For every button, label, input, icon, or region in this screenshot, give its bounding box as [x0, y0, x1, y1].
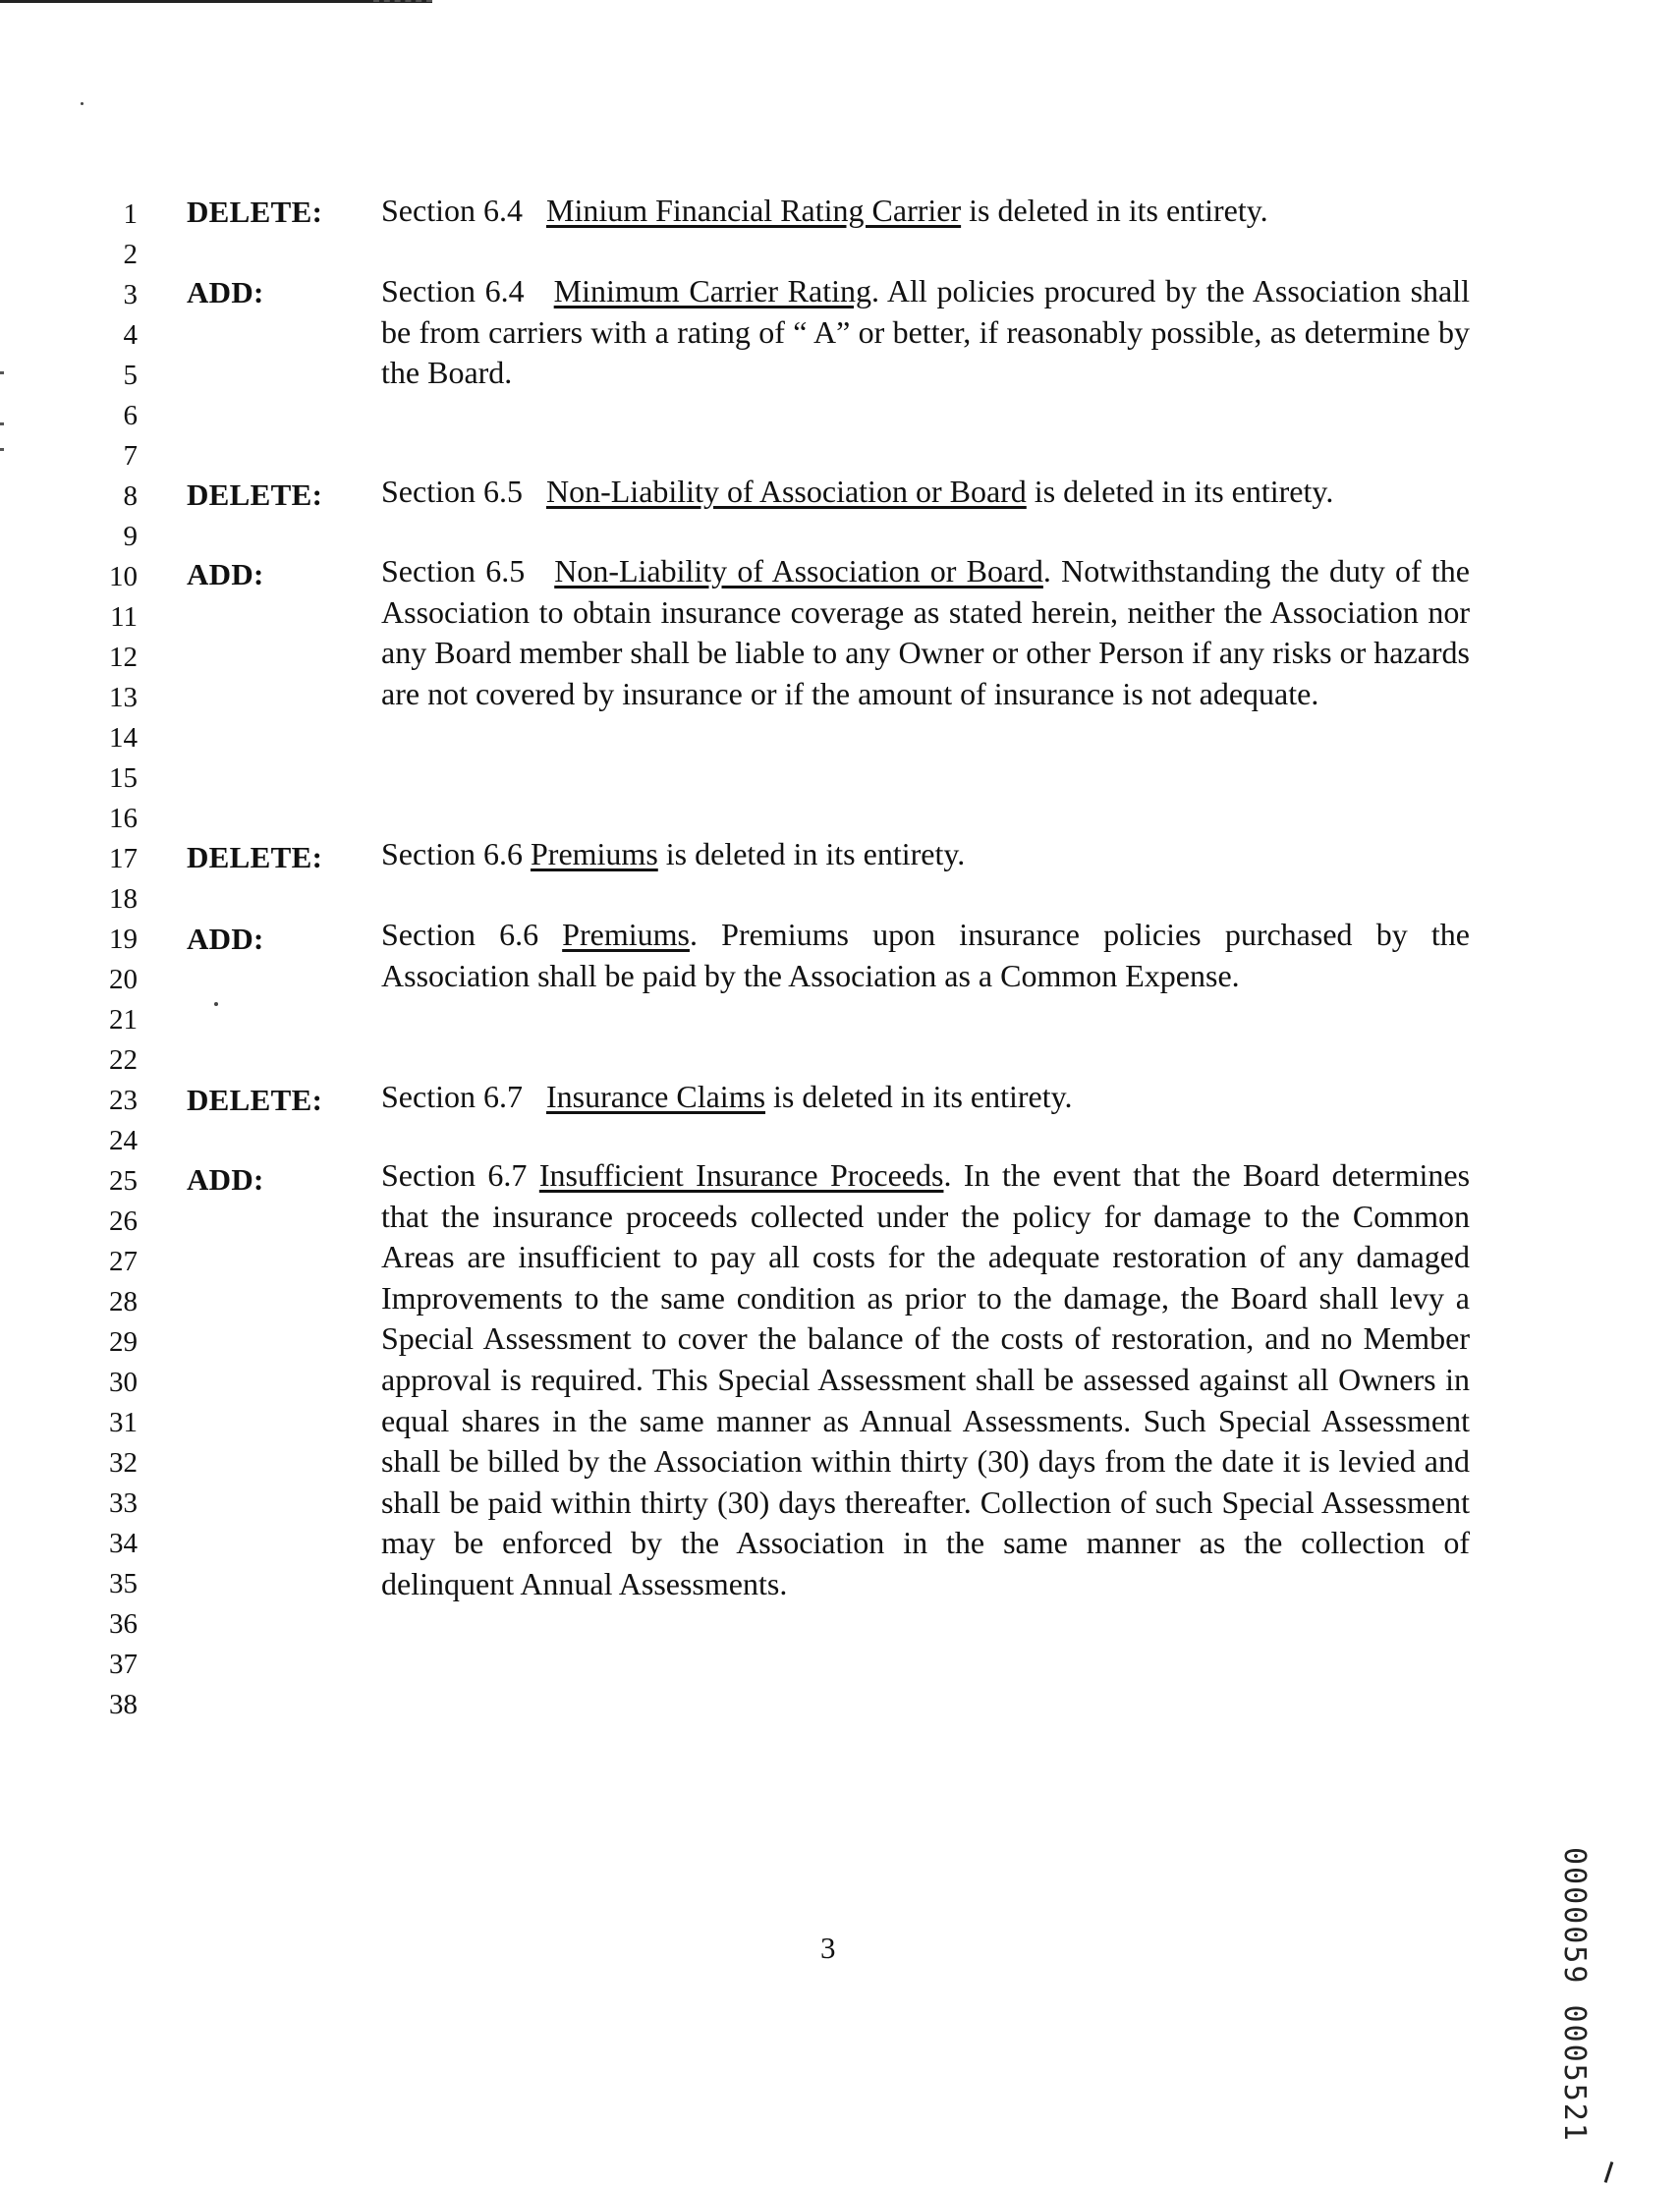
section-text: is deleted in its entirety.	[765, 1079, 1073, 1114]
add-label: ADD:	[187, 275, 264, 309]
line-number: 6	[123, 400, 138, 431]
delete-section-6-7	[381, 1079, 1470, 1114]
section-title: Non-Liability of Association or Board	[545, 474, 1027, 509]
scan-tick	[0, 448, 4, 451]
section-title: Premiums	[530, 836, 658, 871]
section-text: . In the event that the Board determines that the insurance proceeds collected under the policy for damage to the Common Areas are insufficient to pay all costs for the adequate restoration of any damaged Improvements to the same condition as prior to the damage, the Board shall levy a Special Assessment to cover the balance of the costs of restoration, and no Member approval is required. This Special Assessment shall be assessed against all Owners in equal shares in the same manner as Annual Assessments. Such Special Assessment shall be billed by the Association within thirty (30) days from the date it is levied and shall be paid within thirty (30) days thereafter. Collection of such Special Assessment may be enforced by the Association in the same manner as the collection of delinquent Annual Assessments.	[381, 1157, 1471, 1601]
delete-label: DELETE:	[187, 1083, 323, 1117]
line-number: 29	[109, 1326, 138, 1358]
line-number: 7	[123, 440, 138, 472]
add-label: ADD:	[187, 557, 264, 591]
line-number: 15	[109, 762, 138, 794]
line-number: 21	[109, 1004, 138, 1036]
section-number: Section 6.7	[381, 1157, 528, 1193]
line-number: 16	[109, 803, 138, 834]
scan-tick	[0, 371, 4, 374]
line-number: 18	[109, 883, 138, 915]
line-number: 2	[123, 239, 138, 270]
line-number: 37	[109, 1649, 138, 1680]
add-label: ADD:	[187, 922, 264, 956]
add-section-6-7	[381, 1155, 1470, 1605]
section-title: Insurance Claims	[545, 1079, 766, 1114]
section-text: is deleted in its entirety.	[1026, 474, 1334, 509]
section-number: Section 6.4	[381, 273, 525, 308]
section-number: Section 6.6	[381, 836, 523, 871]
line-number: 12	[109, 642, 138, 673]
line-number: 33	[109, 1487, 138, 1519]
line-number: 27	[109, 1246, 138, 1277]
scan-speck	[81, 102, 84, 105]
line-number: 8	[123, 480, 138, 512]
line-number: 28	[109, 1286, 138, 1317]
page-number: 3	[820, 1931, 836, 1965]
add-section-6-6	[381, 915, 1470, 996]
delete-label: DELETE:	[187, 195, 323, 229]
scan-mark	[1604, 2161, 1614, 2183]
section-number: Section 6.5	[381, 474, 523, 509]
section-title: Minimum Carrier Rating	[553, 273, 871, 308]
section-title: Minium Financial Rating Carrier	[545, 193, 962, 228]
line-number: 31	[109, 1407, 138, 1438]
add-label: ADD:	[187, 1162, 264, 1197]
section-text: . All policies procured by the Association shall be from carriers with a rating of “ A” or better, if reasonably possible, as determine by the Board.	[381, 273, 1471, 391]
delete-label: DELETE:	[187, 477, 323, 512]
add-section-6-4	[381, 271, 1470, 394]
add-section-6-5	[381, 551, 1470, 714]
line-number: 3	[123, 279, 138, 310]
section-title: Insufficient Insurance Proceeds	[538, 1157, 944, 1193]
bates-number: 0000059 0005521	[1557, 1847, 1592, 2143]
line-number: 22	[109, 1044, 138, 1076]
line-number: 10	[109, 561, 138, 592]
delete-label: DELETE:	[187, 840, 323, 874]
section-text: . Notwithstanding the duty of the Association to obtain insurance coverage as stated herein, neither the Association nor any Board member shall be liable to any Owner or other Person if any risks or hazards are not covered by insurance or if the amount of insurance is not adequate.	[381, 553, 1471, 711]
section-text: is deleted in its entirety.	[961, 193, 1268, 228]
line-number: 19	[109, 924, 138, 955]
section-text: is deleted in its entirety.	[657, 836, 966, 871]
section-number: Section 6.4	[381, 193, 523, 228]
scan-speck	[214, 1002, 218, 1006]
scan-tick	[0, 422, 4, 425]
section-title: Non-Liability of Association or Board	[554, 553, 1043, 588]
line-number: 32	[109, 1447, 138, 1479]
line-number: 24	[109, 1125, 138, 1156]
delete-section-6-5	[381, 474, 1470, 509]
line-number: 23	[109, 1085, 138, 1116]
delete-section-6-4	[381, 193, 1470, 228]
line-number: 9	[123, 521, 138, 552]
line-number: 30	[109, 1367, 138, 1398]
line-number: 35	[109, 1568, 138, 1599]
line-number: 34	[109, 1528, 138, 1559]
line-number: 20	[109, 964, 138, 995]
section-number: Section 6.7	[381, 1079, 523, 1114]
line-number: 5	[123, 360, 138, 391]
line-number: 25	[109, 1165, 138, 1197]
line-number: 17	[109, 843, 138, 874]
line-number: 36	[109, 1608, 138, 1640]
line-number: 38	[109, 1689, 138, 1720]
scan-edge-line	[0, 0, 432, 3]
line-number: 1	[123, 198, 138, 230]
line-number: 14	[109, 722, 138, 754]
section-number: Section 6.5	[381, 553, 526, 588]
section-number: Section 6.6	[381, 917, 539, 952]
scan-edge-dash	[373, 0, 432, 2]
section-title: Premiums	[562, 917, 690, 952]
line-number: 13	[109, 682, 138, 713]
line-number: 26	[109, 1205, 138, 1237]
line-number: 4	[123, 319, 138, 351]
line-number: 11	[110, 601, 138, 633]
section-text: . Premiums upon insurance policies purchased by the Association shall be paid by the Association as a Common Expense.	[381, 917, 1470, 993]
delete-section-6-6	[381, 836, 1470, 871]
